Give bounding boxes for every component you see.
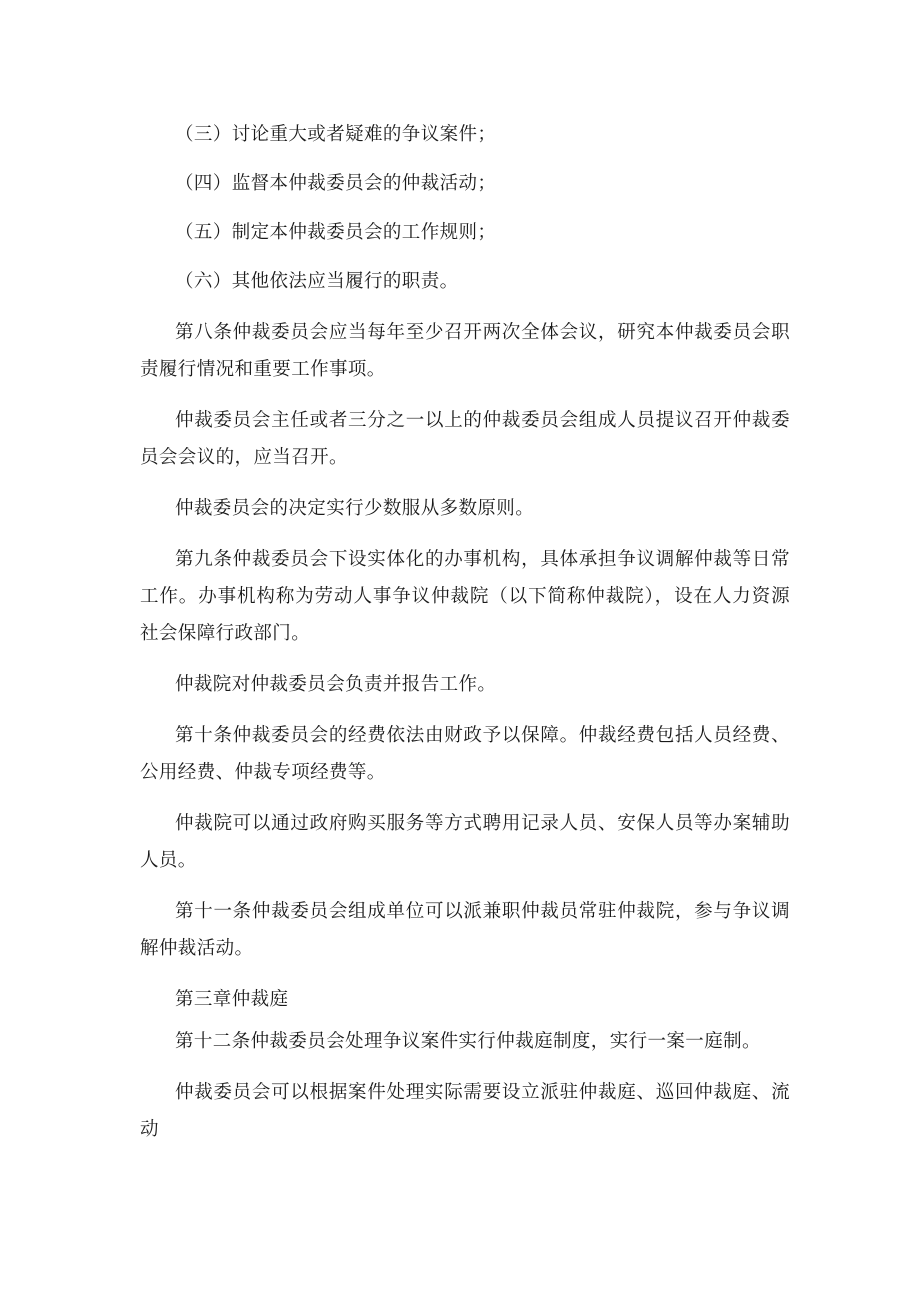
clause-item-6: （六）其他依法应当履行的职责。 — [175, 271, 459, 292]
article-11: 第十一条仲裁委员会组成单位可以派兼职仲裁员常驻仲裁院，参与争议调解仲裁活动。 — [140, 901, 790, 959]
article-12: 第十二条仲裁委员会处理争议案件实行仲裁庭制度，实行一案一庭制。 — [175, 1031, 761, 1052]
clause-item-3: （三）讨论重大或者疑难的争议案件； — [175, 124, 497, 145]
clause-item-5: （五）制定本仲裁委员会的工作规则； — [175, 222, 497, 243]
article-10: 第十条仲裁委员会的经费依法由财政予以保障。仲裁经费包括人员经费、公用经费、仲裁专项经费等。 — [140, 725, 790, 783]
article-9-para-2: 仲裁院对仲裁委员会负责并报告工作。 — [175, 674, 497, 695]
article-9: 第九条仲裁委员会下设实体化的办事机构，具体承担争议调解仲裁等日常工作。办事机构称为劳动人事争议仲裁院（以下简称仲裁院），设在人力资源社会保障行政部门。 — [140, 549, 790, 644]
article-10-para-2: 仲裁院可以通过政府购买服务等方式聘用记录人员、安保人员等办案辅助人员。 — [140, 813, 790, 871]
document-body — [140, 116, 790, 1148]
article-8-para-2: 仲裁委员会主任或者三分之一以上的仲裁委员会组成人员提议召开仲裁委员会会议的，应当召开。 — [140, 410, 790, 468]
article-8-para-3: 仲裁委员会的决定实行少数服从多数原则。 — [175, 498, 535, 519]
chapter-3-heading: 第三章仲裁庭 — [175, 989, 289, 1010]
article-12-para-2: 仲裁委员会可以根据案件处理实际需要设立派驻仲裁庭、巡回仲裁庭、流动 — [140, 1082, 790, 1140]
clause-item-4: （四）监督本仲裁委员会的仲裁活动； — [175, 173, 497, 194]
article-8: 第八条仲裁委员会应当每年至少召开两次全体会议，研究本仲裁委员会职责履行情况和重要工作事项。 — [140, 322, 790, 380]
